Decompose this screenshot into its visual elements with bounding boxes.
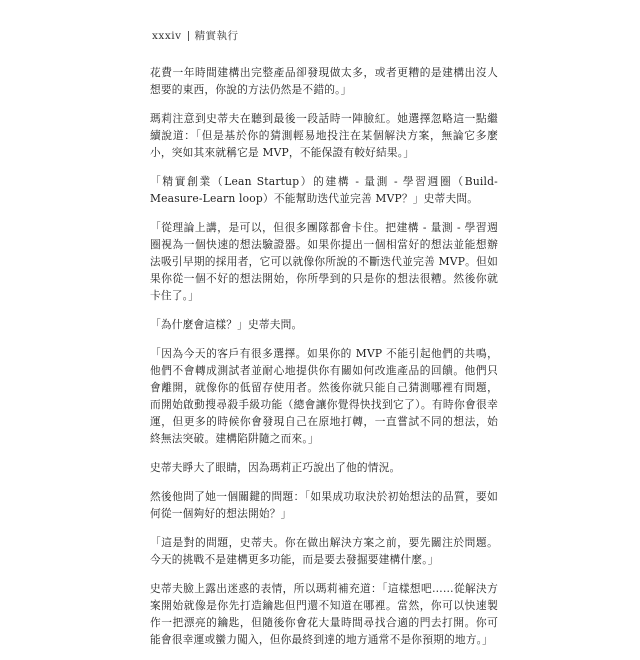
- paragraph: 瑪莉注意到史蒂夫在聽到最後一段話時一陣臉紅。她選擇忽略這一點繼續說道：「但是基於你的猜測輕易地投注在某個解決方案，無論它多麼小，突如其來就稱它是 MVP，不能保證有較好結果。」: [150, 112, 498, 159]
- paragraph: 史蒂夫睜大了眼睛，因為瑪莉正巧說出了他的情況。: [150, 461, 401, 474]
- header-divider: [188, 31, 189, 41]
- paragraph: 「為什麼會這樣？」史蒂夫問。: [150, 318, 303, 331]
- book-title: 精實執行: [194, 30, 239, 42]
- paragraph: 「這是對的問題，史蒂夫。你在做出解決方案之前，要先關注於問題。今天的挑戰不是建構更多功能，而是要去發掘要建構什麼。」: [150, 536, 498, 566]
- paragraph: 「因為今天的客戶有很多選擇。如果你的 MVP 不能引起他們的共鳴，他們不會轉成測試者並耐心地提供你有關如何改進產品的回饋。他們只會離開，就像你的低留存使用者。然後你就只能自己猜測哪裡有問題，而開始啟動搜尋殺手級功能（總會讓你覺得快找到它了）。有時你會很幸運，但更多的時候你會發現自己在原地打轉，一直嘗試不同的想法，始終無法突破。建構陷阱隨之而來。」: [150, 347, 498, 445]
- paragraph: 「從理論上講，是可以，但很多團隊都會卡住。把建構 - 量測 - 學習週圈視為一個快速的想法驗證器。如果你提出一個相當好的想法並能想辦法吸引早期的採用者，它可以就像你所說的不斷迭代並完善 MVP。但如果你從一個不好的想法開始，你所學到的只是你的想法很糟。然後你就卡住了。」: [150, 221, 498, 302]
- page-number: xxxiv: [152, 29, 182, 42]
- page-header: [152, 28, 239, 43]
- paragraph: 花費一年時間建構出完整產品卻發現做太多，或者更糟的是建構出沒人想要的東西，你說的方法仍然是不錯的。」: [150, 66, 498, 96]
- paragraph: 然後他問了她一個關鍵的問題：「如果成功取決於初始想法的品質，要如何從一個夠好的想法開始？」: [150, 490, 498, 520]
- paragraph: 史蒂夫臉上露出迷惑的表情，所以瑪莉補充道：「這樣想吧……從解決方案開始就像是你先打造鑰匙但門還不知道在哪裡。當然，你可以快速製作一把漂亮的鑰匙，但隨後你會花大量時間尋找合適的門去打開。你可能會很幸運或蠻力闖入，但你最終到達的地方通常不是你預期的地方。」: [150, 582, 498, 646]
- paragraph: 「精實創業（Lean Startup）的建構 - 量測 - 學習週圈（Build-Measure-Learn loop）不能幫助迭代並完善 MVP？」史蒂夫問。: [150, 175, 498, 205]
- page-body: [150, 64, 498, 660]
